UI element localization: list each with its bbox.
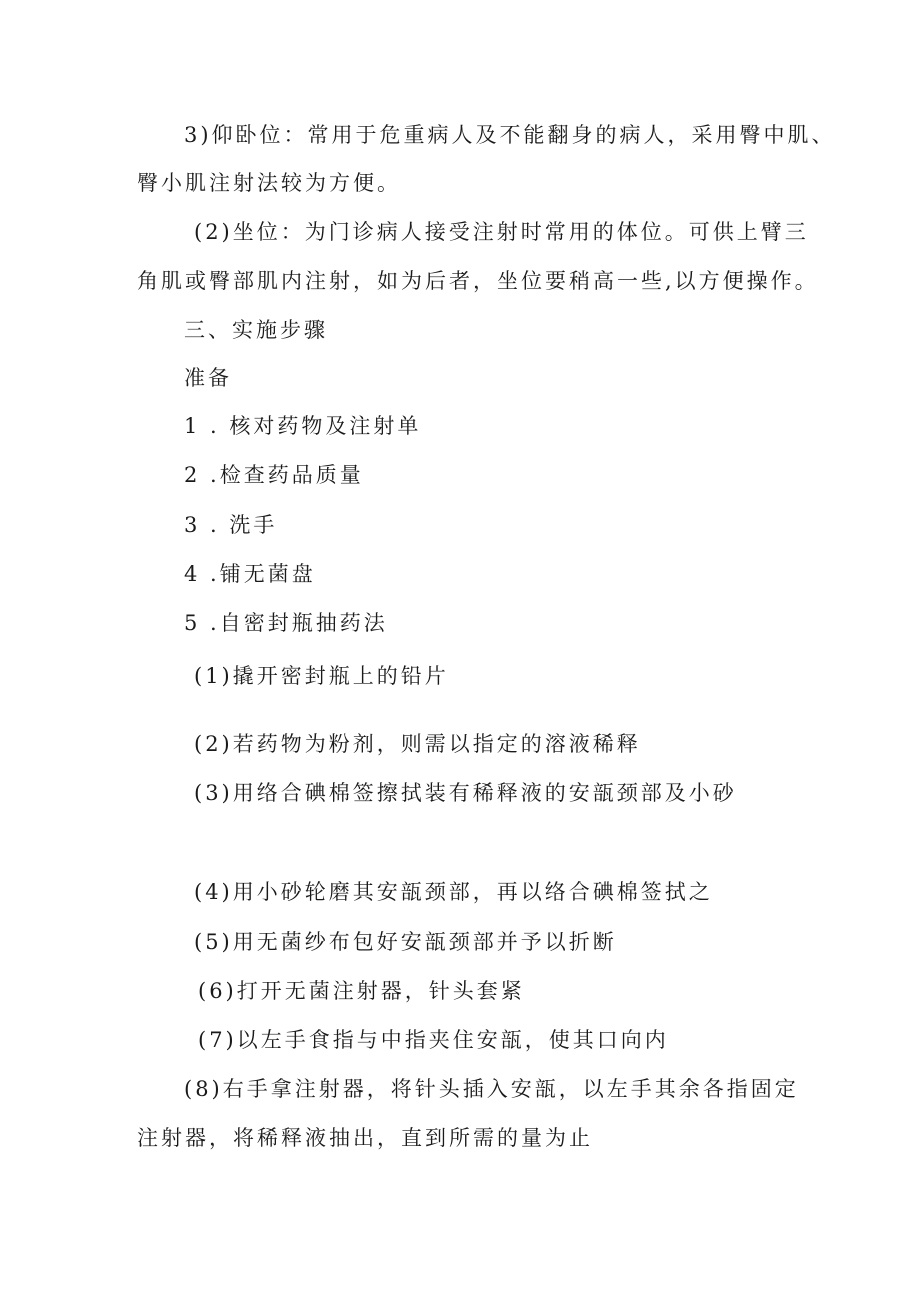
step-item: 5 .自密封瓶抽药法: [184, 611, 388, 635]
substep-item: (1)撬开密封瓶上的铅片: [194, 664, 449, 688]
step-item: 4 .铺无菌盘: [184, 562, 316, 586]
section-heading: 三、实施步骤: [184, 318, 328, 342]
substep-item: (3)用络合碘棉签擦拭装有稀释液的安瓿颈部及小砂: [194, 781, 737, 805]
sub-heading: 准备: [184, 366, 232, 390]
paragraph-supine-line-1: 3)仰卧位：常用于危重病人及不能翻身的病人，采用臀中肌、: [184, 123, 836, 147]
substep-item: (4)用小砂轮磨其安瓿颈部，再以络合碘棉签拭之: [194, 880, 713, 904]
paragraph-step8-line-2: 注射器，将稀释液抽出，直到所需的量为止: [137, 1126, 593, 1150]
paragraph-supine-line-2: 臀小肌注射法较为方便。: [137, 171, 401, 195]
step-item: 2 .检查药品质量: [184, 463, 364, 487]
substep-item: (5)用无菌纱布包好安瓿颈部并予以折断: [194, 930, 617, 954]
paragraph-sitting-line-2: 角肌或臀部肌内注射，如为后者，坐位要稍高一些,以方便操作。: [137, 269, 819, 293]
step-item: 3 . 洗手: [184, 513, 278, 537]
substep-item: (7)以左手食指与中指夹住安瓿，使其口向内: [198, 1028, 669, 1052]
paragraph-step8-line-1: (8)右手拿注射器，将针头插入安瓿，以左手其余各指固定: [184, 1077, 799, 1101]
paragraph-sitting-line-1: (2)坐位：为门诊病人接受注射时常用的体位。可供上臂三: [194, 220, 809, 244]
substep-item: (2)若药物为粉剂，则需以指定的溶液稀释: [194, 732, 641, 756]
substep-item: (6)打开无菌注射器，针头套紧: [198, 979, 525, 1003]
step-item: 1 . 核对药物及注射单: [184, 414, 422, 438]
